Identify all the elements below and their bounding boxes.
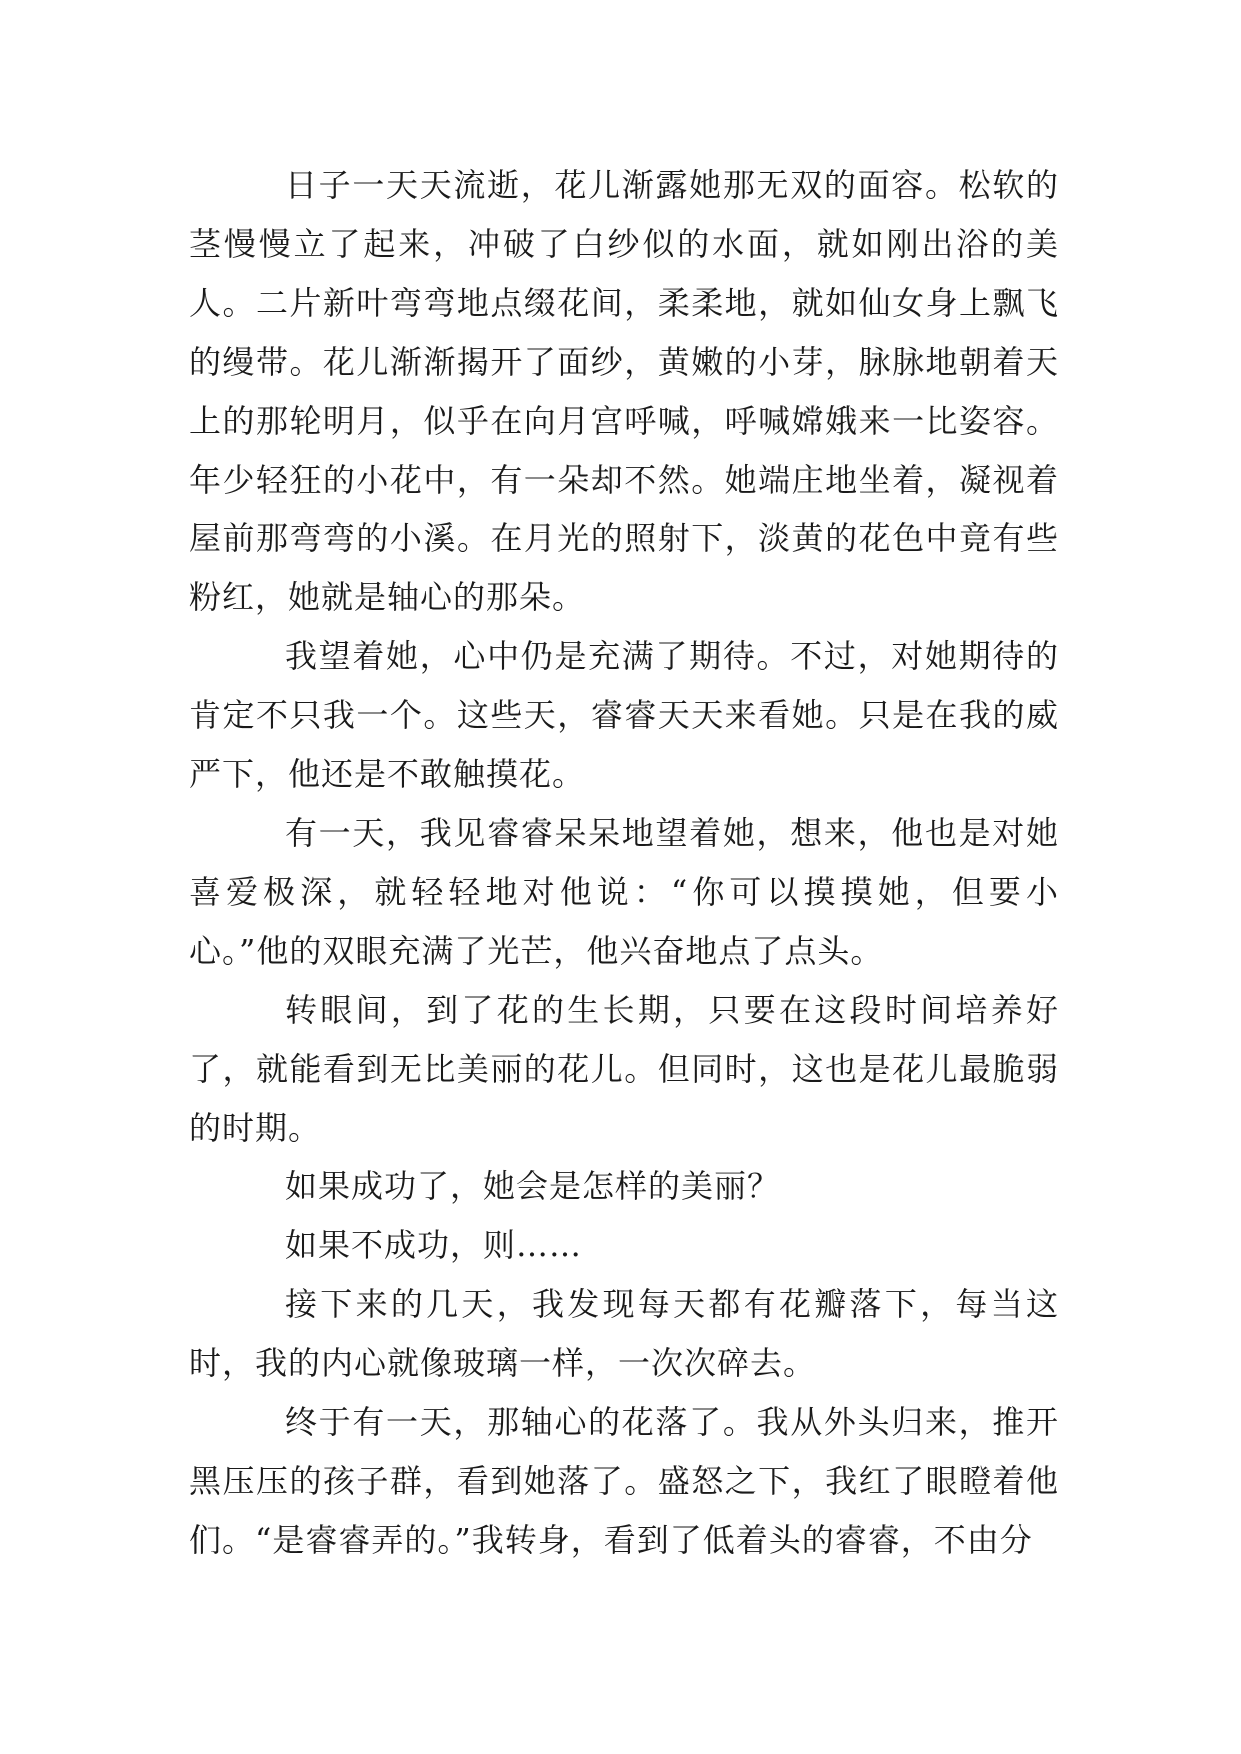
- paragraph-4: 转眼间，到了花的生长期，只要在这段时间培养好了，就能看到无比美丽的花儿。但同时，这也是花儿最脆弱的时期。: [189, 990, 1059, 1147]
- paragraph-7: 接下来的几天，我发现每天都有花瓣落下，每当这时，我的内心就像玻璃一样，一次次碎去。: [189, 1285, 1059, 1383]
- paragraph-1: 日子一天天流逝，花儿渐露她那无双的面容。松软的茎慢慢立了起来，冲破了白纱似的水面，就如刚出浴的美人。二片新叶弯弯地点缀花间，柔柔地，就如仙女身上飘飞的缦带。花儿渐渐揭开了面纱，黄嫩的小芽，脉脉地朝着天上的那轮明月，似乎在向月宫呼喊，呼喊嫦娥来一比姿容。年少轻狂的小花中，有一朵却不然。她端庄地坐着，凝视着屋前那弯弯的小溪。在月光的照射下，淡黄的花色中竟有些粉红，她就是轴心的那朵。: [189, 166, 1059, 617]
- paragraph-8: 终于有一天，那轴心的花落了。我从外头归来，推开黑压压的孩子群，看到她落了。盛怒之下，我红了眼瞪着他们。“是睿睿弄的。”我转身，看到了低着头的睿睿，不由分: [189, 1403, 1059, 1559]
- paragraph-6: 如果不成功，则……: [285, 1226, 583, 1265]
- paragraph-2: 我望着她，心中仍是充满了期待。不过，对她期待的肯定不只我一个。这些天，睿睿天天来看她。只是在我的威严下，他还是不敢触摸花。: [189, 637, 1059, 794]
- body-text: [189, 156, 1059, 1570]
- paragraph-5: 如果成功了，她会是怎样的美丽？: [285, 1167, 781, 1206]
- paragraph-3: 有一天，我见睿睿呆呆地望着她，想来，他也是对她喜爱极深，就轻轻地对他说：“你可以摸摸她，但要小心。”他的双眼充满了光芒，他兴奋地点了点头。: [189, 813, 1059, 970]
